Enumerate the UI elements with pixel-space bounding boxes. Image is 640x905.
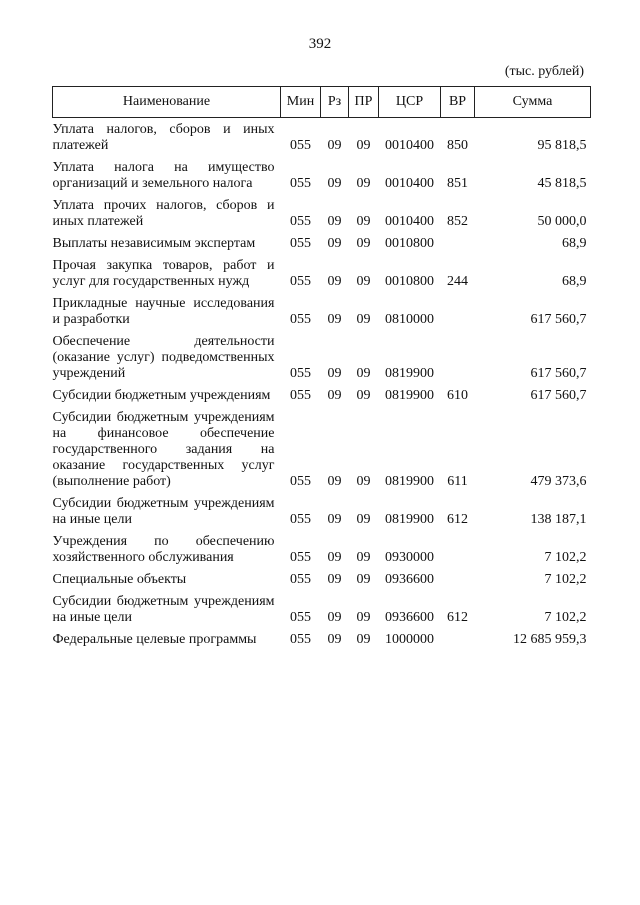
- header-rz: Рз: [321, 87, 349, 118]
- row-sum: 68,9: [562, 236, 587, 251]
- row-min: 055: [290, 236, 311, 251]
- row-vr: [441, 328, 475, 382]
- row-csr: 0819900: [385, 512, 434, 527]
- row-rz: 09: [327, 138, 342, 153]
- table-row: [53, 154, 591, 192]
- table-row: [53, 404, 591, 490]
- row-pr: 09: [356, 474, 371, 489]
- row-vr: 610: [447, 388, 468, 403]
- row-sum: 45 818,5: [537, 176, 587, 191]
- row-name: Прикладные научные исследования и разработки: [52, 296, 275, 327]
- table-header-row: [53, 87, 591, 118]
- row-min: 055: [290, 550, 311, 565]
- row-min: 055: [290, 138, 311, 153]
- table-row: [53, 328, 591, 382]
- table-row: [53, 252, 591, 290]
- row-vr: 852: [447, 214, 468, 229]
- table-row: [53, 118, 591, 155]
- row-sum: 138 187,1: [530, 512, 587, 527]
- row-pr: 09: [356, 312, 371, 327]
- row-sum: 7 102,2: [544, 610, 587, 625]
- row-vr: 611: [447, 474, 468, 489]
- row-pr: 09: [356, 632, 371, 647]
- table-row: [53, 626, 591, 648]
- row-sum: 95 818,5: [537, 138, 587, 153]
- row-rz: 09: [327, 550, 342, 565]
- row-name: Федеральные целевые программы: [52, 632, 257, 647]
- row-csr: 0010400: [385, 214, 434, 229]
- table-row: [53, 528, 591, 566]
- row-name: Уплата налога на имущество организаций и земельного налога: [52, 160, 275, 191]
- table-row: [53, 382, 591, 404]
- row-min: 055: [290, 572, 311, 587]
- row-sum: 7 102,2: [544, 572, 587, 587]
- table-row: [53, 588, 591, 626]
- row-csr: 0819900: [385, 366, 434, 381]
- row-pr: 09: [356, 176, 371, 191]
- budget-table: [52, 86, 591, 648]
- row-sum: 68,9: [562, 274, 587, 289]
- row-min: 055: [290, 312, 311, 327]
- table-row: [53, 192, 591, 230]
- row-vr: 244: [447, 274, 468, 289]
- row-pr: 09: [356, 214, 371, 229]
- row-vr: 851: [447, 176, 468, 191]
- row-vr: [441, 528, 475, 566]
- row-pr: 09: [356, 572, 371, 587]
- row-name: Прочая закупка товаров, работ и услуг для государственных нужд: [52, 258, 275, 289]
- row-vr: 612: [447, 512, 468, 527]
- header-min: Мин: [281, 87, 321, 118]
- row-min: 055: [290, 388, 311, 403]
- row-csr: 0010400: [385, 138, 434, 153]
- row-sum: 617 560,7: [530, 312, 587, 327]
- row-csr: 0936600: [385, 610, 434, 625]
- table-row: [53, 290, 591, 328]
- row-name: Субсидии бюджетным учреждениям на иные цели: [52, 594, 275, 625]
- table-row: [53, 566, 591, 588]
- row-csr: 0010800: [385, 274, 434, 289]
- row-pr: 09: [356, 274, 371, 289]
- row-name: Субсидии бюджетным учреждениям на финансовое обеспечение государственного задания на оказание государственных услуг (выполнение работ): [52, 410, 275, 489]
- row-name: Выплаты независимым экспертам: [52, 236, 256, 251]
- row-name: Уплата прочих налогов, сборов и иных платежей: [52, 198, 275, 229]
- row-rz: 09: [327, 366, 342, 381]
- row-rz: 09: [327, 632, 342, 647]
- row-sum: 617 560,7: [530, 366, 587, 381]
- row-vr: 612: [447, 610, 468, 625]
- row-pr: 09: [356, 388, 371, 403]
- row-pr: 09: [356, 512, 371, 527]
- row-name: Обеспечение деятельности (оказание услуг) подведомственных учреждений: [52, 334, 275, 381]
- row-name: Субсидии бюджетным учреждениям: [52, 388, 271, 403]
- units-label: (тыс. рублей): [504, 64, 584, 79]
- row-sum: 12 685 959,3: [513, 632, 587, 647]
- row-csr: 1000000: [385, 632, 434, 647]
- row-csr: 0936600: [385, 572, 434, 587]
- row-pr: 09: [356, 366, 371, 381]
- row-name: Уплата налогов, сборов и иных платежей: [52, 122, 275, 153]
- row-pr: 09: [356, 138, 371, 153]
- row-rz: 09: [327, 236, 342, 251]
- row-rz: 09: [327, 214, 342, 229]
- row-vr: 850: [447, 138, 468, 153]
- row-csr: 0930000: [385, 550, 434, 565]
- row-rz: 09: [327, 388, 342, 403]
- row-sum: 479 373,6: [530, 474, 587, 489]
- row-name: Специальные объекты: [52, 572, 187, 587]
- row-csr: 0010800: [385, 236, 434, 251]
- row-rz: 09: [327, 512, 342, 527]
- row-min: 055: [290, 474, 311, 489]
- row-rz: 09: [327, 176, 342, 191]
- row-sum: 617 560,7: [530, 388, 587, 403]
- row-rz: 09: [327, 274, 342, 289]
- row-name: Учреждения по обеспечению хозяйственного обслуживания: [52, 534, 275, 565]
- header-sum: Сумма: [475, 87, 591, 118]
- row-min: 055: [290, 632, 311, 647]
- row-min: 055: [290, 274, 311, 289]
- row-min: 055: [290, 214, 311, 229]
- table-row: [53, 490, 591, 528]
- row-sum: 7 102,2: [544, 550, 587, 565]
- header-pr: ПР: [349, 87, 379, 118]
- row-vr: [441, 230, 475, 252]
- row-min: 055: [290, 366, 311, 381]
- row-csr: 0810000: [385, 312, 434, 327]
- row-rz: 09: [327, 572, 342, 587]
- row-rz: 09: [327, 474, 342, 489]
- header-vr: ВР: [441, 87, 475, 118]
- row-pr: 09: [356, 236, 371, 251]
- table-row: [53, 230, 591, 252]
- row-vr: [441, 290, 475, 328]
- row-name: Субсидии бюджетным учреждениям на иные цели: [52, 496, 275, 527]
- row-pr: 09: [356, 550, 371, 565]
- row-min: 055: [290, 512, 311, 527]
- row-csr: 0819900: [385, 474, 434, 489]
- row-rz: 09: [327, 312, 342, 327]
- row-min: 055: [290, 176, 311, 191]
- row-rz: 09: [327, 610, 342, 625]
- header-csr: ЦСР: [379, 87, 441, 118]
- row-min: 055: [290, 610, 311, 625]
- row-vr: [441, 626, 475, 648]
- row-csr: 0010400: [385, 176, 434, 191]
- row-vr: [441, 566, 475, 588]
- row-csr: 0819900: [385, 388, 434, 403]
- header-name: Наименование: [53, 87, 281, 118]
- row-sum: 50 000,0: [537, 214, 587, 229]
- page-number: 392: [308, 36, 332, 52]
- row-pr: 09: [356, 610, 371, 625]
